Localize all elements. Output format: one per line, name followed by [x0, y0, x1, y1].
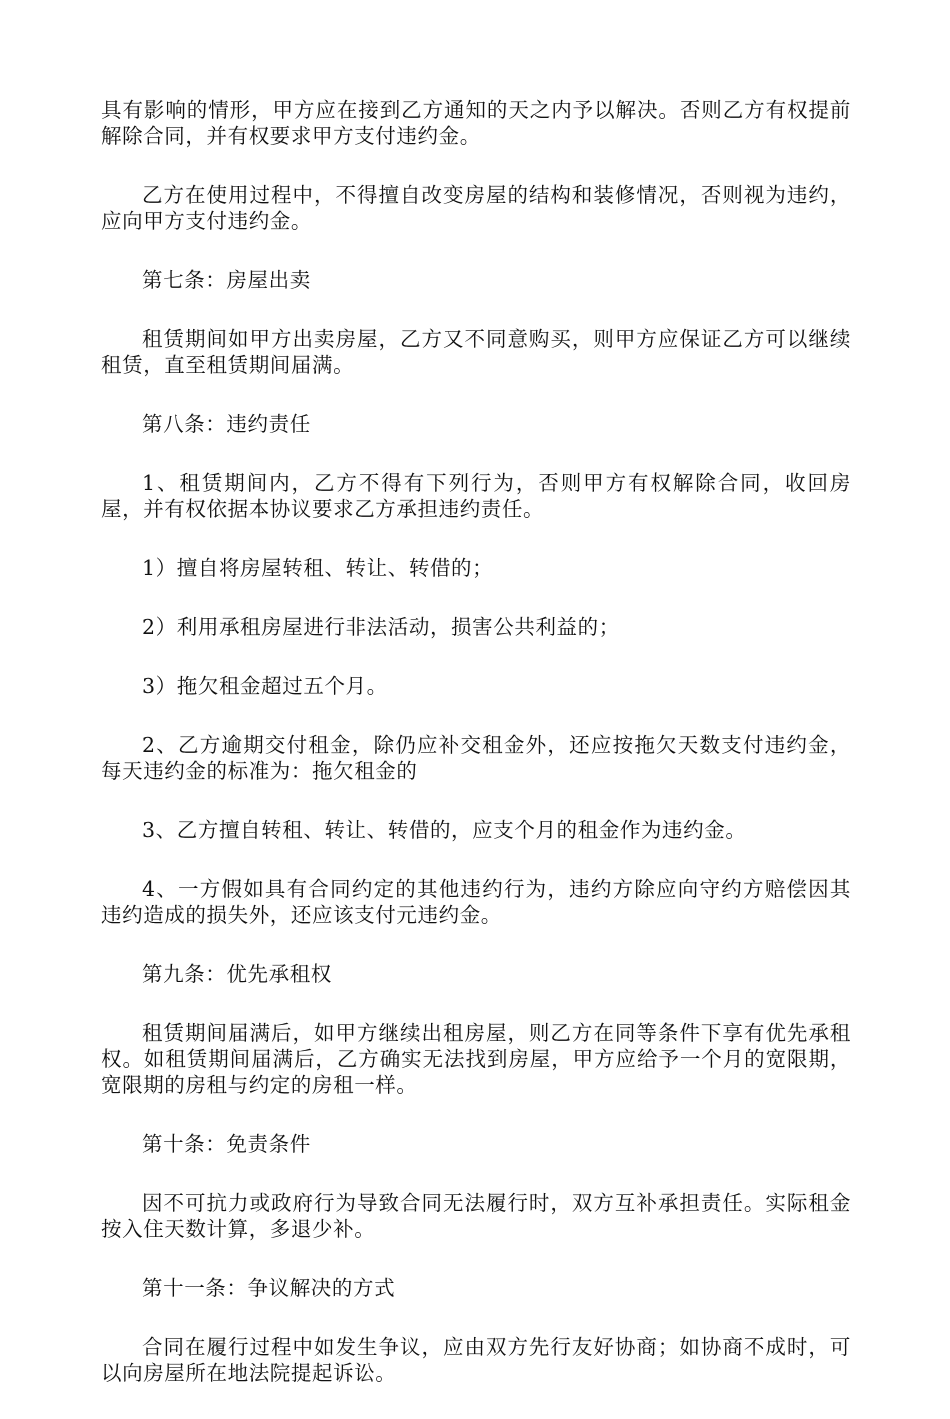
paragraph-breach-3: 3、乙方擅自转租、转让、转借的，应支个月的租金作为违约金。 — [142, 818, 747, 842]
list-item-2: 2）利用承租房屋进行非法活动，损害公共利益的； — [142, 615, 620, 639]
article-10-heading: 第十条：免责条件 — [142, 1132, 311, 1156]
paragraph-exemption: 因不可抗力或政府行为导致合同无法履行时，双方互补承担责任。实际租金按入住天数计算，多退少补。 — [101, 1191, 851, 1241]
paragraph-priority-lease: 租赁期间届满后，如甲方继续出租房屋，则乙方在同等条件下享有优先承租权。如租赁期间届满后，乙方确实无法找到房屋，甲方应给予一个月的宽限期，宽限期的房租与约定的房租一样。 — [101, 1021, 851, 1097]
article-11-heading: 第十一条：争议解决的方式 — [142, 1276, 396, 1300]
list-item-1: 1）擅自将房屋转租、转让、转借的； — [142, 556, 494, 580]
article-7-heading: 第七条：房屋出卖 — [142, 268, 311, 292]
paragraph-continuation: 具有影响的情形，甲方应在接到乙方通知的天之内予以解决。否则乙方有权提前解除合同，并有权要求甲方支付违约金。 — [101, 98, 851, 148]
article-9-heading: 第九条：优先承租权 — [142, 962, 332, 986]
document-body — [101, 97, 851, 1419]
paragraph-dispute-resolution: 合同在履行过程中如发生争议，应由双方先行友好协商；如协商不成时，可以向房屋所在地法院提起诉讼。 — [101, 1335, 851, 1385]
paragraph-alteration-clause: 乙方在使用过程中，不得擅自改变房屋的结构和装修情况，否则视为违约，应向甲方支付违约金。 — [101, 183, 851, 233]
article-8-heading: 第八条：违约责任 — [142, 412, 311, 436]
paragraph-breach-4: 4、一方假如具有合同约定的其他违约行为，违约方除应向守约方赔偿因其违约造成的损失外，还应该支付元违约金。 — [101, 877, 851, 927]
paragraph-breach-1: 1、租赁期间内，乙方不得有下列行为，否则甲方有权解除合同，收回房屋，并有权依据本协议要求乙方承担违约责任。 — [101, 471, 851, 521]
paragraph-breach-2: 2、乙方逾期交付租金，除仍应补交租金外，还应按拖欠天数支付违约金，每天违约金的标准为：拖欠租金的 — [101, 733, 851, 783]
paragraph-sale-clause: 租赁期间如甲方出卖房屋，乙方又不同意购买，则甲方应保证乙方可以继续租赁，直至租赁期间届满。 — [101, 327, 851, 377]
list-item-3: 3）拖欠租金超过五个月。 — [142, 674, 388, 698]
